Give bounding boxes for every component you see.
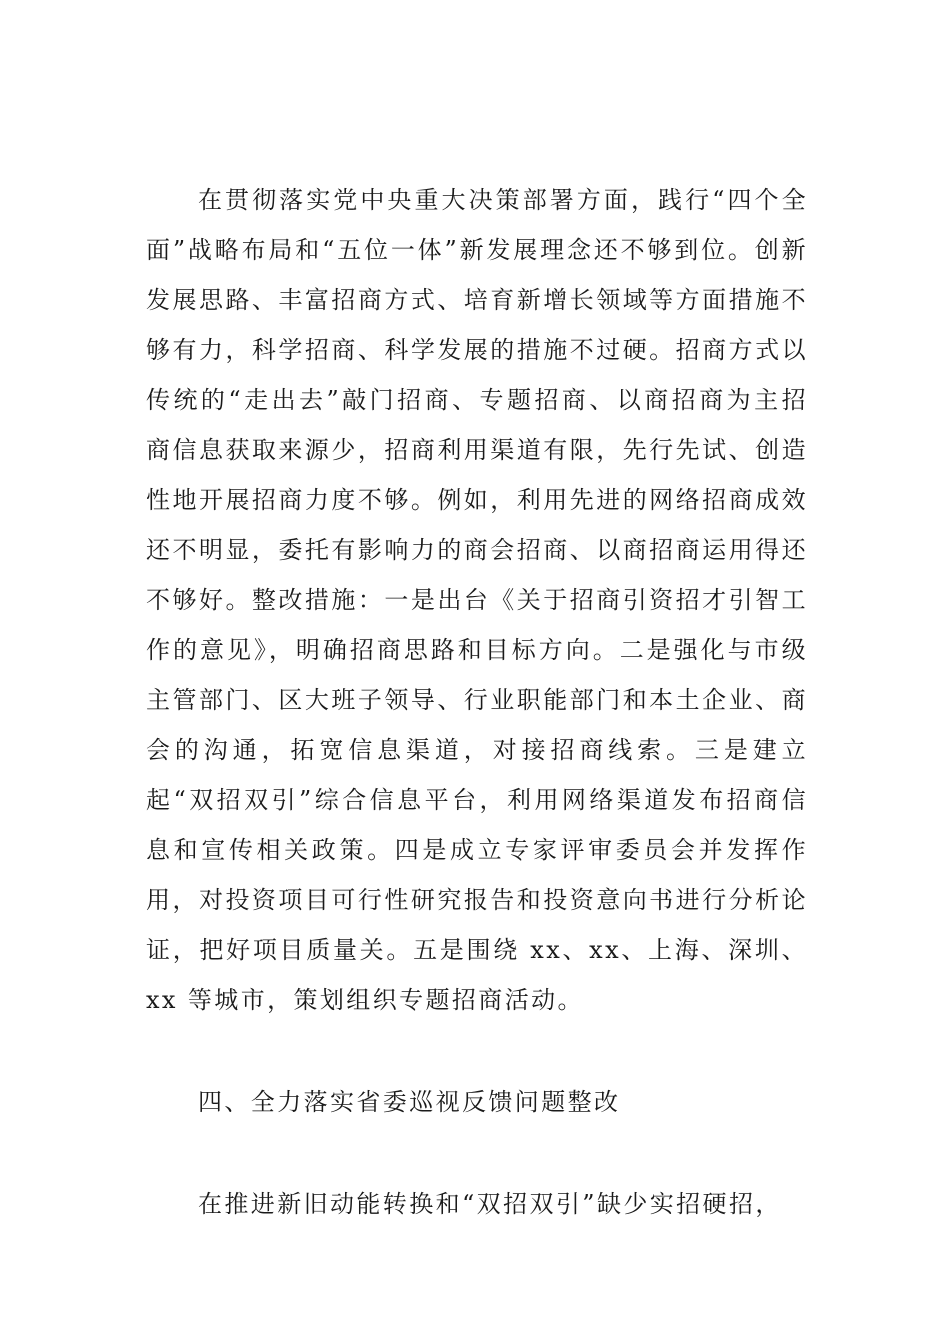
document-body [146, 175, 808, 1229]
section-heading: 四、全力落实省委巡视反馈问题整改 [198, 1088, 621, 1116]
body-paragraph-continued: 在推进新旧动能转换和“双招双引”缺少实招硬招， [198, 1190, 782, 1218]
body-paragraph: 在贯彻落实党中央重大决策部署方面，践行“四个全面”战略布局和“五位一体”新发展理念还不够到位。创新发展思路、丰富招商方式、培育新增长领域等方面措施不够有力，科学招商、科学发展的措施不过硬。招商方式以传统的“走出去”敲门招商、专题招商、以商招商为主招商信息获取来源少，招商利用渠道有限，先行先试、创造性地开展招商力度不够。例如，利用先进的网络招商成效还不明显，委托有影响力的商会招商、以商招商运用得还不够好。整改措施：一是出台《关于招商引资招才引智工作的意见》，明确招商思路和目标方向。二是强化与市级主管部门、区大班子领导、行业职能部门和本土企业、商会的沟通，拓宽信息渠道，对接招商线索。三是建立起“双招双引”综合信息平台，利用网络渠道发布招商信息和宣传相关政策。四是成立专家评审委员会并发挥作用，对投资项目可行性研究报告和投资意向书进行分析论证，把好项目质量关。五是围绕 xx、xx、上海、深圳、xx 等城市，策划组织专题招商活动。 [146, 186, 808, 1014]
